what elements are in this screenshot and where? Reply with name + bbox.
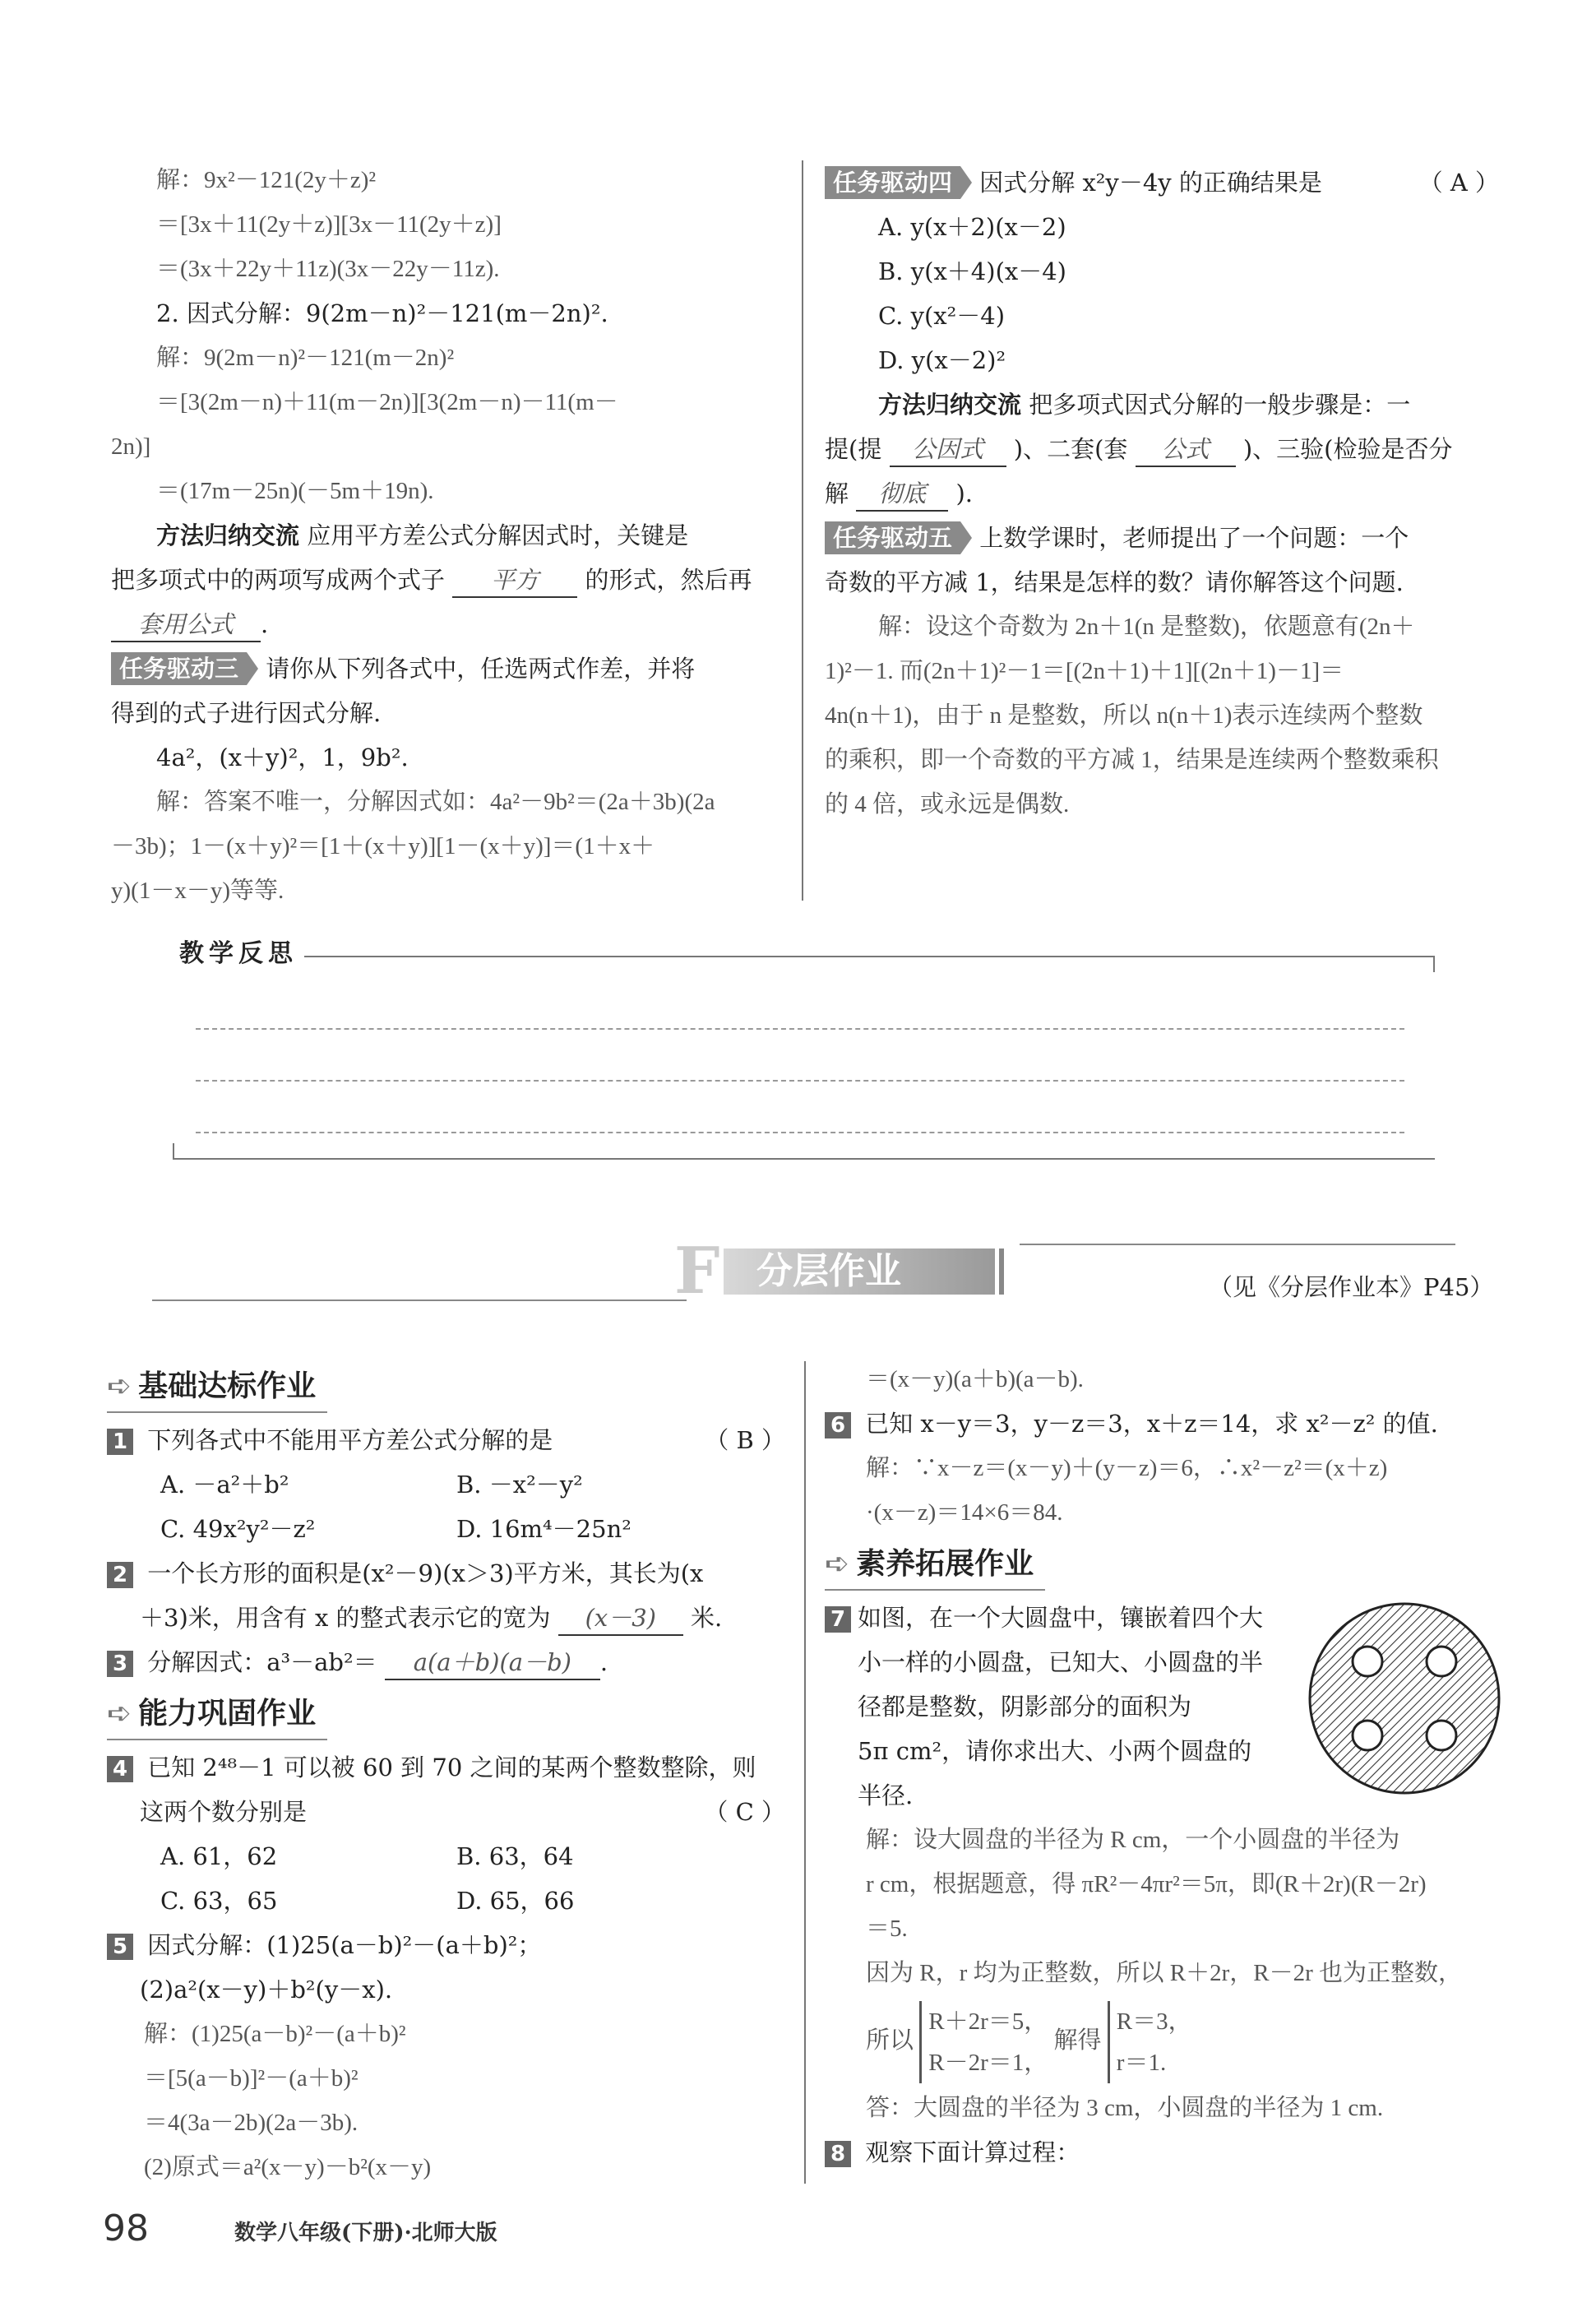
answer-blank: 平方 bbox=[452, 563, 577, 598]
solution-line: r cm，根据题意，得 πR²－4πr²＝5π，即(R＋2r)(R－2r) bbox=[866, 1871, 1427, 1897]
solution-line: 解：(1)25(a－b)²－(a＋b)² bbox=[144, 2021, 406, 2047]
option-d: D. 65，66 bbox=[456, 1887, 575, 1915]
large-disk bbox=[1310, 1604, 1499, 1793]
writing-line bbox=[196, 1080, 1404, 1082]
option-a: A. －a²＋b² bbox=[160, 1471, 289, 1499]
option-a: A. y(x＋2)(x－2) bbox=[878, 213, 1066, 241]
solution-line: 解：设这个奇数为 2n＋1(n 是整数)，依题意有(2n＋ bbox=[878, 614, 1415, 640]
method-text-line: 套用公式 . bbox=[111, 602, 785, 646]
question-3: 3 分解因式：a³－ab²＝ a(a＋b)(a－b) . bbox=[107, 1640, 785, 1684]
method-text: 把多项式中的两项写成两个式子 bbox=[111, 566, 446, 594]
option-c: C. y(x²－4) bbox=[878, 302, 1006, 330]
answer-choice: （ C ） bbox=[704, 1798, 785, 1826]
question-number: 4 bbox=[107, 1756, 133, 1782]
solution-text: 解得 bbox=[1053, 2027, 1102, 2054]
method-text-line bbox=[111, 558, 785, 602]
section-title: 能力巩固作业 bbox=[138, 1697, 317, 1730]
equation: R＋2r＝5， bbox=[928, 2008, 1048, 2036]
left-bottom-column bbox=[107, 1357, 785, 2189]
question-6 bbox=[825, 1401, 1507, 1446]
pencil-arrow-icon: ➪ bbox=[825, 1547, 850, 1581]
method-summary bbox=[111, 513, 785, 558]
solution-line: 解：9x²－121(2y＋z)² bbox=[156, 167, 377, 193]
answer-blank: 公因式 bbox=[890, 433, 1006, 467]
reflection-left-tick bbox=[173, 1143, 174, 1160]
equation: r＝1. bbox=[1116, 2050, 1167, 2077]
solution-line: ＝(3x＋22y＋11z)(3x－22y－11z). bbox=[156, 256, 500, 282]
equation: R－2r＝1， bbox=[928, 2050, 1048, 2077]
question-text: 这两个数分别是 bbox=[140, 1798, 308, 1826]
option-b: B. 63，64 bbox=[456, 1842, 574, 1870]
solution-line: ＝[3x＋11(2y＋z)][3x－11(2y＋z)] bbox=[156, 211, 502, 238]
task-label: 任务驱动四 bbox=[825, 166, 960, 199]
answer-blank: 公式 bbox=[1136, 433, 1236, 467]
question-text: 径都是整数，阴影部分的面积为 bbox=[858, 1693, 1192, 1721]
reflection-top-rule bbox=[304, 956, 1435, 957]
question-2: 2. 因式分解：9(2m－n)²－121(m－2n)². bbox=[156, 299, 608, 327]
solution-line: 解：∵x－z＝(x－y)＋(y－z)＝6，∴x²－z²＝(x＋z) bbox=[866, 1455, 1388, 1481]
question-text: 因式分解：(1)25(a－b)²－(a＋b)²； bbox=[147, 1931, 542, 1959]
task-text: 得到的式子进行因式分解. bbox=[111, 699, 382, 727]
method-text: 把多项式因式分解的一般步骤是：一 bbox=[1029, 391, 1411, 419]
option-c: C. 63，65 bbox=[160, 1887, 278, 1915]
answer-blank: 套用公式 bbox=[111, 608, 261, 642]
task-5 bbox=[825, 516, 1499, 560]
homework-reference: （见《分层作业本》P45） bbox=[1209, 1273, 1494, 1301]
method-text: )、二套(套 bbox=[1013, 435, 1128, 463]
answer-blank: a(a＋b)(a－b) bbox=[385, 1646, 600, 1680]
options-row bbox=[107, 1507, 785, 1551]
book-title: 数学八年级(下册)·北师大版 bbox=[234, 2221, 497, 2245]
small-disk bbox=[1427, 1721, 1456, 1750]
question-text: 下列各式中不能用平方差公式分解的是 bbox=[147, 1426, 553, 1454]
method-text-line bbox=[825, 427, 1499, 471]
homework-banner-rule-top bbox=[1020, 1244, 1455, 1245]
section-title: 素养拓展作业 bbox=[856, 1547, 1034, 1581]
question-4 bbox=[107, 1745, 785, 1790]
solution-line: 解：答案不唯一，分解因式如：4a²－9b²＝(2a＋3b)(2a bbox=[156, 789, 715, 815]
options-row bbox=[107, 1834, 785, 1879]
question-number: 3 bbox=[107, 1651, 133, 1677]
solution-line: 因为 R，r 均为正整数，所以 R＋2r，R－2r 也为正整数， bbox=[866, 1960, 1463, 1986]
question-8 bbox=[825, 2130, 1507, 2175]
pencil-arrow-icon: ➪ bbox=[107, 1697, 132, 1730]
solution-line: 2n)] bbox=[111, 433, 151, 460]
answer-blank: (x－3) bbox=[558, 1601, 683, 1636]
task-label: 任务驱动五 bbox=[825, 521, 960, 554]
writing-line bbox=[196, 1028, 1404, 1030]
option-d: D. y(x－2)² bbox=[878, 346, 1006, 374]
disk-figure bbox=[1306, 1600, 1503, 1797]
question-number: 8 bbox=[825, 2141, 851, 2167]
reflection-title: 教学反思 bbox=[179, 939, 298, 968]
task-label: 任务驱动三 bbox=[111, 652, 247, 685]
solution-line: 答：大圆盘的半径为 3 cm，小圆盘的半径为 1 cm. bbox=[866, 2095, 1384, 2121]
task-text: 上数学课时，老师提出了一个问题：一个 bbox=[979, 524, 1409, 552]
reflection-box bbox=[173, 938, 1435, 1160]
question-text: 半径. bbox=[858, 1781, 914, 1809]
question-text: 米. bbox=[691, 1604, 723, 1632]
banner-letter-icon: F bbox=[674, 1234, 720, 1309]
small-disk bbox=[1353, 1647, 1382, 1676]
question-text-line bbox=[107, 1790, 785, 1834]
question-number: 6 bbox=[825, 1412, 851, 1438]
answer-choice: （ B ） bbox=[705, 1426, 785, 1454]
task-text: 奇数的平方减 1，结果是怎样的数？请你解答这个问题. bbox=[825, 568, 1404, 596]
solution-line: ·(x－z)＝14×6＝84. bbox=[866, 1499, 1063, 1526]
question-number: 2 bbox=[107, 1562, 133, 1588]
task-3 bbox=[111, 646, 785, 691]
equation-system bbox=[919, 2001, 1048, 2083]
question-1 bbox=[107, 1418, 785, 1462]
method-text: 提(提 bbox=[825, 435, 882, 463]
equation-system bbox=[1108, 2001, 1192, 2083]
task-text: 因式分解 x²y－4y 的正确结果是 bbox=[979, 169, 1322, 197]
solution-line: ＝4(3a－2b)(2a－3b). bbox=[144, 2110, 359, 2136]
question-text: 小一样的小圆盘，已知大、小圆盘的半 bbox=[858, 1648, 1264, 1676]
left-top-column bbox=[111, 158, 785, 913]
method-text: ). bbox=[955, 479, 973, 507]
banner-title: 分层作业 bbox=[756, 1250, 901, 1292]
question-text-line bbox=[107, 1596, 785, 1640]
method-text-line bbox=[825, 471, 1499, 516]
equation-system-line bbox=[825, 1995, 1507, 2086]
task-4 bbox=[825, 160, 1499, 205]
solution-line: －3b)；1－(x＋y)²＝[1＋(x＋y)][1－(x＋y)]＝(1＋x＋ bbox=[111, 833, 655, 859]
options-row bbox=[107, 1462, 785, 1507]
column-divider bbox=[802, 160, 803, 901]
option-d: D. 16m⁴－25n² bbox=[456, 1515, 631, 1543]
task-text: 请你从下列各式中，任选两式作差，并将 bbox=[266, 655, 696, 683]
page-number: 98 bbox=[103, 2207, 149, 2249]
question-text: 观察下面计算过程： bbox=[865, 2138, 1080, 2166]
solution-line: (2)原式＝a²(x－y)－b²(x－y) bbox=[144, 2154, 432, 2180]
solution-line: ＝[5(a－b)]²－(a＋b)² bbox=[144, 2065, 359, 2092]
solution-line: ＝[3(2m－n)＋11(m－2n)][3(2m－n)－11(m－ bbox=[156, 389, 618, 415]
homework-banner bbox=[674, 1234, 1020, 1309]
small-disk bbox=[1353, 1721, 1382, 1750]
solution-line: 4n(n＋1)，由于 n 是整数，所以 n(n＋1)表示连续两个整数 bbox=[825, 702, 1423, 729]
question-text: 已知 x－y＝3，y－z＝3，x＋z＝14，求 x²－z² 的值. bbox=[865, 1410, 1438, 1438]
solution-line: ＝5. bbox=[866, 1916, 908, 1942]
equation: R＝3， bbox=[1116, 2008, 1192, 2036]
method-title: 方法归纳交流 bbox=[156, 521, 300, 549]
right-top-column bbox=[825, 160, 1499, 827]
solution-line: 的 4 倍，或永远是偶数. bbox=[825, 791, 1070, 818]
section-extension bbox=[825, 1540, 1045, 1591]
writing-line bbox=[196, 1132, 1404, 1133]
solution-text: 所以 bbox=[866, 2027, 914, 2054]
question-text: 一个长方形的面积是(x²－9)(x＞3)平方米，其长为(x bbox=[147, 1559, 704, 1587]
column-divider bbox=[804, 1361, 806, 2184]
reflection-right-tick bbox=[1433, 956, 1435, 972]
question-text: 如图，在一个大圆盘中，镶嵌着四个大 bbox=[858, 1604, 1264, 1632]
solution-line: 解：设大圆盘的半径为 R cm，一个小圆盘的半径为 bbox=[866, 1827, 1400, 1853]
option-b: B. y(x＋4)(x－4) bbox=[878, 257, 1066, 285]
small-disk bbox=[1427, 1647, 1456, 1676]
solution-line: y)(1－x－y)等等. bbox=[111, 878, 285, 904]
question-7 bbox=[825, 1596, 1507, 1818]
question-5 bbox=[107, 1923, 785, 1967]
section-basic bbox=[107, 1362, 327, 1413]
question-text: 已知 2⁴⁸－1 可以被 60 到 70 之间的某两个整数整除，则 bbox=[147, 1753, 756, 1781]
reflection-bottom-rule bbox=[173, 1158, 1435, 1160]
question-text: 5π cm²，请你求出大、小两个圆盘的 bbox=[858, 1737, 1252, 1765]
question-2 bbox=[107, 1551, 785, 1596]
method-title: 方法归纳交流 bbox=[878, 391, 1022, 419]
pencil-arrow-icon: ➪ bbox=[107, 1369, 132, 1403]
question-number: 7 bbox=[825, 1606, 851, 1633]
section-ability bbox=[107, 1689, 327, 1740]
homework-banner-rule-bottom bbox=[152, 1299, 687, 1301]
banner-end-bar bbox=[999, 1249, 1004, 1295]
option-b: B. －x²－y² bbox=[456, 1471, 583, 1499]
solution-line: 1)²－1. 而(2n＋1)²－1＝[(2n＋1)＋1][(2n＋1)－1]＝ bbox=[825, 658, 1344, 684]
solution-line: 的乘积，即一个奇数的平方减 1，结果是连续两个整数乘积 bbox=[825, 747, 1439, 773]
method-text: )、三验(检验是否分 bbox=[1242, 435, 1453, 463]
options-row bbox=[107, 1879, 785, 1923]
task-items: 4a²，(x＋y)²，1，9b². bbox=[156, 744, 409, 771]
question-number: 5 bbox=[107, 1934, 133, 1960]
answer-choice: （ A ） bbox=[1418, 169, 1499, 197]
solution-line: ＝(17m－25n)(－5m＋19n). bbox=[156, 478, 434, 504]
method-text: 应用平方差公式分解因式时，关键是 bbox=[307, 521, 689, 549]
method-text: 的形式，然后再 bbox=[585, 566, 752, 594]
question-text: 分解因式：a³－ab²＝ bbox=[147, 1648, 377, 1676]
solution-line: 解：9(2m－n)²－121(m－2n)² bbox=[156, 345, 455, 371]
option-a: A. 61，62 bbox=[160, 1842, 278, 1870]
question-number: 1 bbox=[107, 1429, 133, 1455]
answer-blank: 彻底 bbox=[856, 477, 948, 512]
method-text: 解 bbox=[825, 479, 849, 507]
method-summary bbox=[825, 382, 1499, 427]
solution-line: ＝(x－y)(a＋b)(a－b). bbox=[866, 1366, 1084, 1392]
option-c: C. 49x²y²－z² bbox=[160, 1515, 316, 1543]
right-bottom-column bbox=[825, 1357, 1507, 2175]
question-text: ＋3)米，用含有 x 的整式表示它的宽为 bbox=[140, 1604, 551, 1632]
question-text: (2)a²(x－y)＋b²(y－x). bbox=[140, 1976, 393, 2004]
section-title: 基础达标作业 bbox=[138, 1369, 317, 1403]
